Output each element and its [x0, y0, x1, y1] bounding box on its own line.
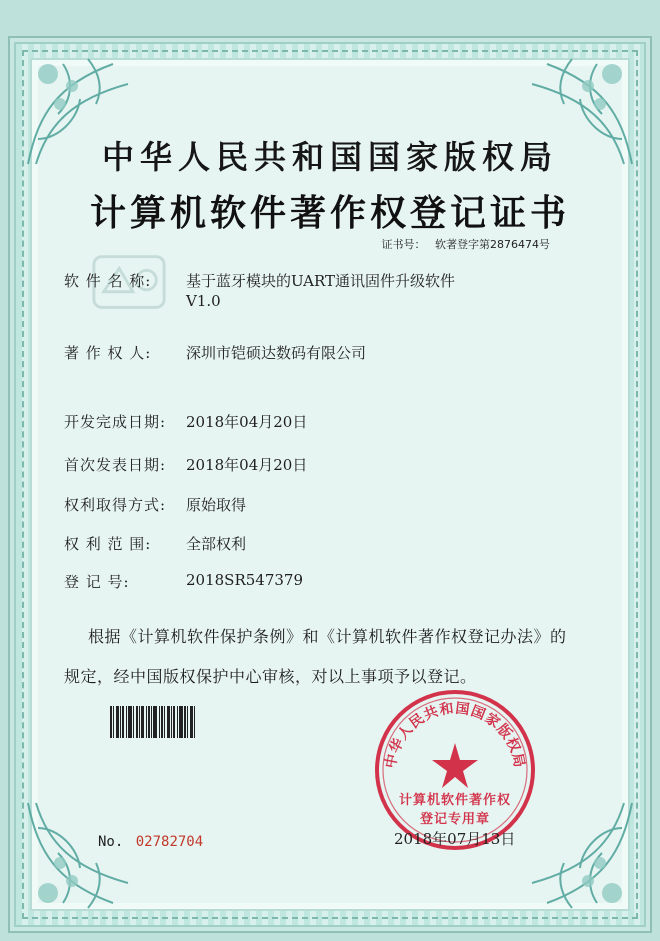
- certificate-title: 计算机软件著作权登记证书: [89, 192, 570, 234]
- legal-statement-line-1: 根据《计算机软件保护条例》和《计算机软件著作权登记办法》的: [88, 627, 567, 646]
- field-value-acquisition-method: 原始取得: [186, 496, 247, 514]
- field-label-acquisition-method: 权利取得方式:: [64, 496, 167, 514]
- field-value-registration-number: 2018SR547379: [186, 571, 304, 589]
- certificate-number-label: 证书号：: [381, 238, 426, 251]
- issue-date: 2018年07月13日: [394, 830, 516, 848]
- seal-line-1: 计算机软件著作权: [398, 793, 511, 808]
- serial-number: [98, 834, 203, 850]
- seal-line-2: 登记专用章: [419, 812, 490, 827]
- field-value-development-date: 2018年04月20日: [186, 413, 308, 431]
- field-value-software-name: 基于蓝牙模块的UART通讯固件升级软件: [186, 272, 456, 290]
- seal-outer-text: 中华人民共和国国家版权局: [382, 700, 528, 770]
- field-label-copyright-holder: 著 作 权 人:: [64, 344, 152, 362]
- barcode: [110, 706, 216, 738]
- certificate-number: [376, 236, 551, 252]
- field-label-publication-date: 首次发表日期:: [64, 456, 167, 474]
- field-label-rights-scope: 权 利 范 围:: [64, 535, 152, 553]
- field-value-publication-date: 2018年04月20日: [186, 456, 308, 474]
- field-label-software-name: 软 件 名 称:: [64, 272, 152, 290]
- field-value-software-version: V1.0: [186, 292, 221, 310]
- serial-label: No.: [98, 834, 124, 850]
- certificate-number-value: 软著登字第2876474号: [435, 238, 550, 251]
- serial-value: 02782704: [135, 834, 204, 850]
- field-label-registration-number: 登 记 号:: [64, 573, 130, 591]
- field-value-copyright-holder: 深圳市铠硕达数码有限公司: [186, 344, 367, 362]
- field-value-rights-scope: 全部权利: [186, 535, 247, 553]
- issuer-title: 中华人民共和国国家版权局: [101, 138, 558, 176]
- field-label-development-date: 开发完成日期:: [64, 413, 167, 431]
- legal-statement-line-2: 规定，经中国版权保护中心审核，对以上事项予以登记。: [64, 667, 477, 686]
